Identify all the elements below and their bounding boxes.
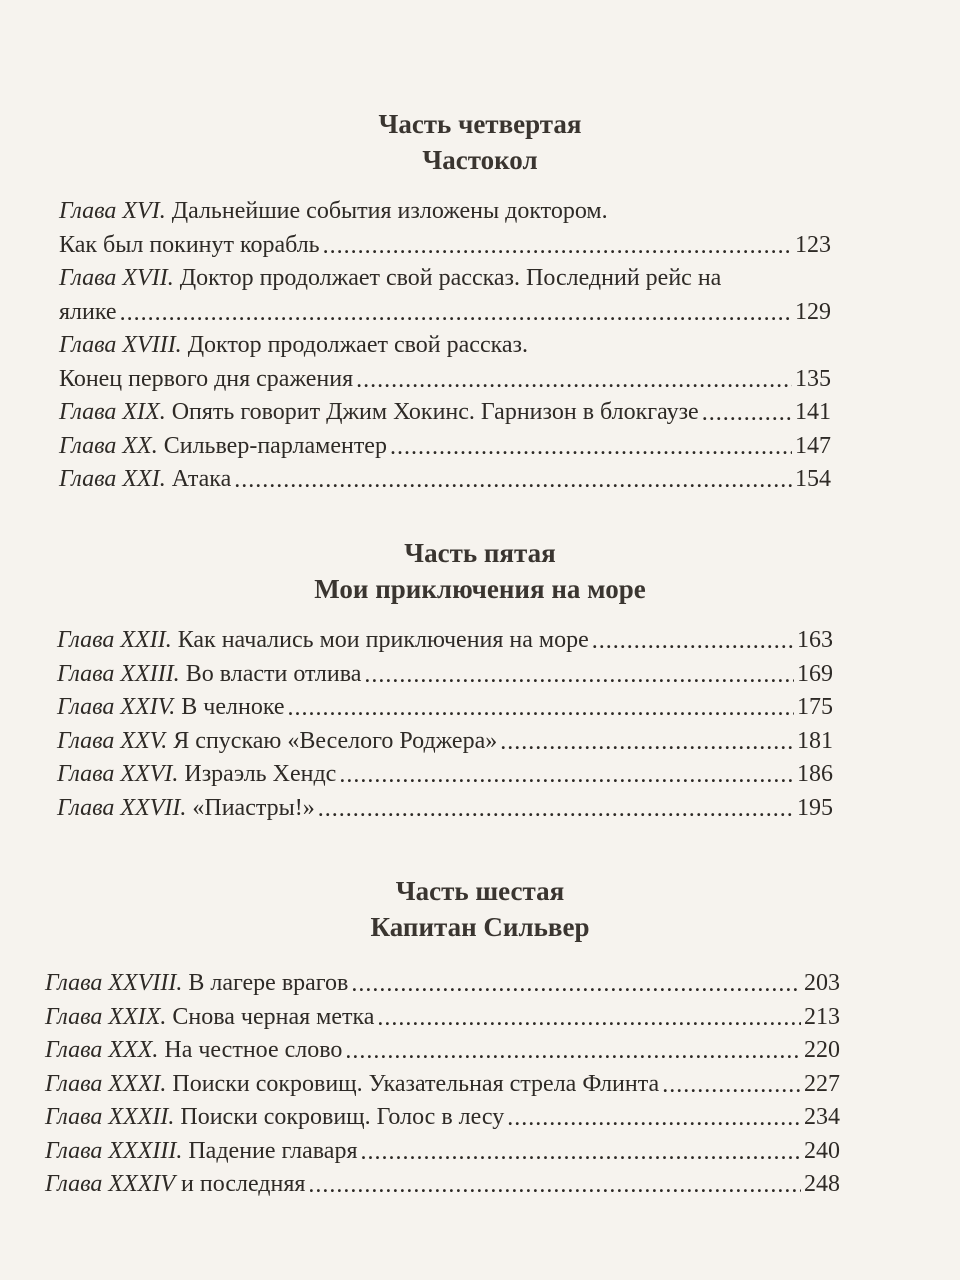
toc-entry[interactable] (59, 329, 831, 363)
chapter-title: В челноке (181, 694, 285, 720)
chapter-title: Дальнейшие события изложены доктором. (171, 198, 608, 224)
chapter-number: Глава XXVI. (57, 761, 179, 787)
part-5-toc (57, 624, 833, 825)
toc-entry[interactable] (57, 624, 833, 658)
dot-leader (364, 659, 794, 693)
toc-entry-continuation[interactable] (59, 296, 831, 330)
page-number: 220 (804, 1037, 840, 1063)
toc-entry[interactable] (59, 430, 831, 464)
chapter-number: Глава XXXIV (45, 1171, 176, 1197)
chapter-title: На честное слово (164, 1037, 343, 1063)
chapter-title: Израэль Хендс (184, 761, 337, 787)
page-number: 123 (795, 231, 831, 258)
toc-entry[interactable] (59, 463, 831, 497)
dot-leader (356, 364, 792, 398)
part-title: Частокол (422, 145, 538, 175)
chapter-number: Глава XXXI. (45, 1070, 167, 1097)
part-label: Часть шестая (395, 876, 565, 906)
chapter-title-continuation: ялике (59, 298, 117, 325)
dot-leader (507, 1102, 801, 1136)
toc-entry-continuation[interactable] (59, 229, 831, 263)
dot-leader (702, 397, 792, 431)
chapter-number: Глава XXIII. (57, 660, 180, 687)
chapter-title: Доктор продолжает свой рассказ. Последний рейс на (179, 265, 722, 291)
toc-entry[interactable] (59, 195, 831, 229)
page-number: 248 (804, 1171, 840, 1197)
dot-leader (308, 1169, 801, 1203)
page-number: 147 (795, 432, 831, 459)
dot-leader (361, 1136, 802, 1170)
toc-entry[interactable] (45, 1168, 840, 1202)
page-number: 169 (797, 660, 833, 687)
chapter-number: Глава XX. (59, 432, 158, 459)
part-label: Часть четвертая (378, 109, 582, 139)
dot-leader (323, 230, 792, 264)
dot-leader (500, 726, 794, 760)
chapter-number: Глава XXI. (59, 466, 166, 492)
page-number: 186 (797, 761, 833, 787)
toc-entry[interactable] (57, 691, 833, 725)
page-number: 181 (797, 727, 833, 754)
toc-entry[interactable] (45, 1101, 840, 1135)
chapter-title: Сильвер-парламентер (163, 432, 387, 459)
chapter-number: Глава XXIX. (45, 1003, 167, 1030)
page-number: 129 (795, 298, 831, 325)
chapter-number: Глава XXII. (57, 627, 172, 653)
dot-leader (318, 793, 794, 827)
dot-leader (390, 431, 792, 465)
part-label: Часть пятая (404, 538, 556, 568)
chapter-title: «Пиастры!» (192, 794, 315, 821)
part-5-heading (0, 535, 960, 607)
dot-leader (345, 1035, 801, 1069)
toc-entry[interactable] (45, 1034, 840, 1068)
part-6-heading (0, 873, 960, 945)
toc-entry[interactable] (57, 792, 833, 826)
chapter-title: Доктор продолжает свой рассказ. (187, 332, 529, 358)
part-title: Мои приключения на море (314, 574, 646, 604)
toc-entry[interactable] (59, 396, 831, 430)
dot-leader (377, 1002, 801, 1036)
chapter-number: Глава XVII. (59, 265, 174, 291)
dot-leader (120, 297, 792, 331)
page-number: 195 (797, 794, 833, 821)
toc-entry[interactable] (57, 758, 833, 792)
dot-leader (234, 464, 792, 498)
chapter-title-continuation: Конец первого дня сражения (59, 365, 354, 392)
page-number: 141 (795, 399, 831, 425)
page-number: 240 (804, 1137, 840, 1164)
chapter-title: Во власти отлива (185, 660, 362, 687)
toc-entry[interactable] (45, 1001, 840, 1035)
page-number: 163 (797, 627, 833, 653)
part-4-heading (0, 106, 960, 178)
chapter-title-continuation: Как был покинут корабль (59, 231, 320, 258)
dot-leader (288, 692, 794, 726)
chapter-title: Падение главаря (188, 1137, 358, 1164)
page-number: 135 (795, 365, 831, 392)
part-4-toc (59, 195, 831, 497)
chapter-number: Глава XXIV. (57, 694, 176, 720)
toc-entry[interactable] (57, 725, 833, 759)
page-number: 154 (795, 466, 831, 492)
dot-leader (592, 625, 794, 659)
toc-entry[interactable] (45, 1135, 840, 1169)
part-title: Капитан Сильвер (370, 912, 590, 942)
chapter-number: Глава XVIII. (59, 332, 182, 358)
chapter-title: Я спускаю «Веселого Роджера» (173, 727, 498, 754)
page-number: 234 (804, 1104, 840, 1130)
toc-entry[interactable] (45, 1068, 840, 1102)
chapter-number: Глава XXV. (57, 727, 168, 754)
chapter-number: Глава XXVIII. (45, 970, 183, 996)
chapter-title: В лагере врагов (188, 970, 349, 996)
chapter-title: Как начались мои приключения на море (177, 627, 589, 653)
chapter-title: Поиски сокровищ. Указательная стрела Флинта (172, 1070, 660, 1097)
toc-entry[interactable] (45, 967, 840, 1001)
page-number: 175 (797, 694, 833, 720)
chapter-title: Снова черная метка (172, 1003, 375, 1030)
dot-leader (339, 759, 794, 793)
dot-leader (662, 1069, 801, 1103)
chapter-number: Глава XVI. (59, 198, 166, 224)
chapter-number: Глава XXVII. (57, 794, 187, 821)
page-number: 203 (804, 970, 840, 996)
chapter-title: Атака (171, 466, 232, 492)
toc-entry-continuation[interactable] (59, 363, 831, 397)
toc-entry[interactable] (57, 658, 833, 692)
chapter-title: Опять говорит Джим Хокинс. Гарнизон в блокгаузе (171, 399, 699, 425)
dot-leader (351, 968, 801, 1002)
chapter-number: Глава XIX. (59, 399, 166, 425)
chapter-number: Глава XXXIII. (45, 1137, 183, 1164)
chapter-number: Глава XXXII. (45, 1104, 175, 1130)
chapter-number: Глава XXX. (45, 1037, 159, 1063)
part-6-toc (45, 967, 840, 1202)
toc-entry[interactable] (59, 262, 831, 296)
page-number: 227 (804, 1070, 840, 1097)
chapter-title: Поиски сокровищ. Голос в лесу (180, 1104, 505, 1130)
chapter-title: и последняя (181, 1171, 306, 1197)
page-number: 213 (804, 1003, 840, 1030)
